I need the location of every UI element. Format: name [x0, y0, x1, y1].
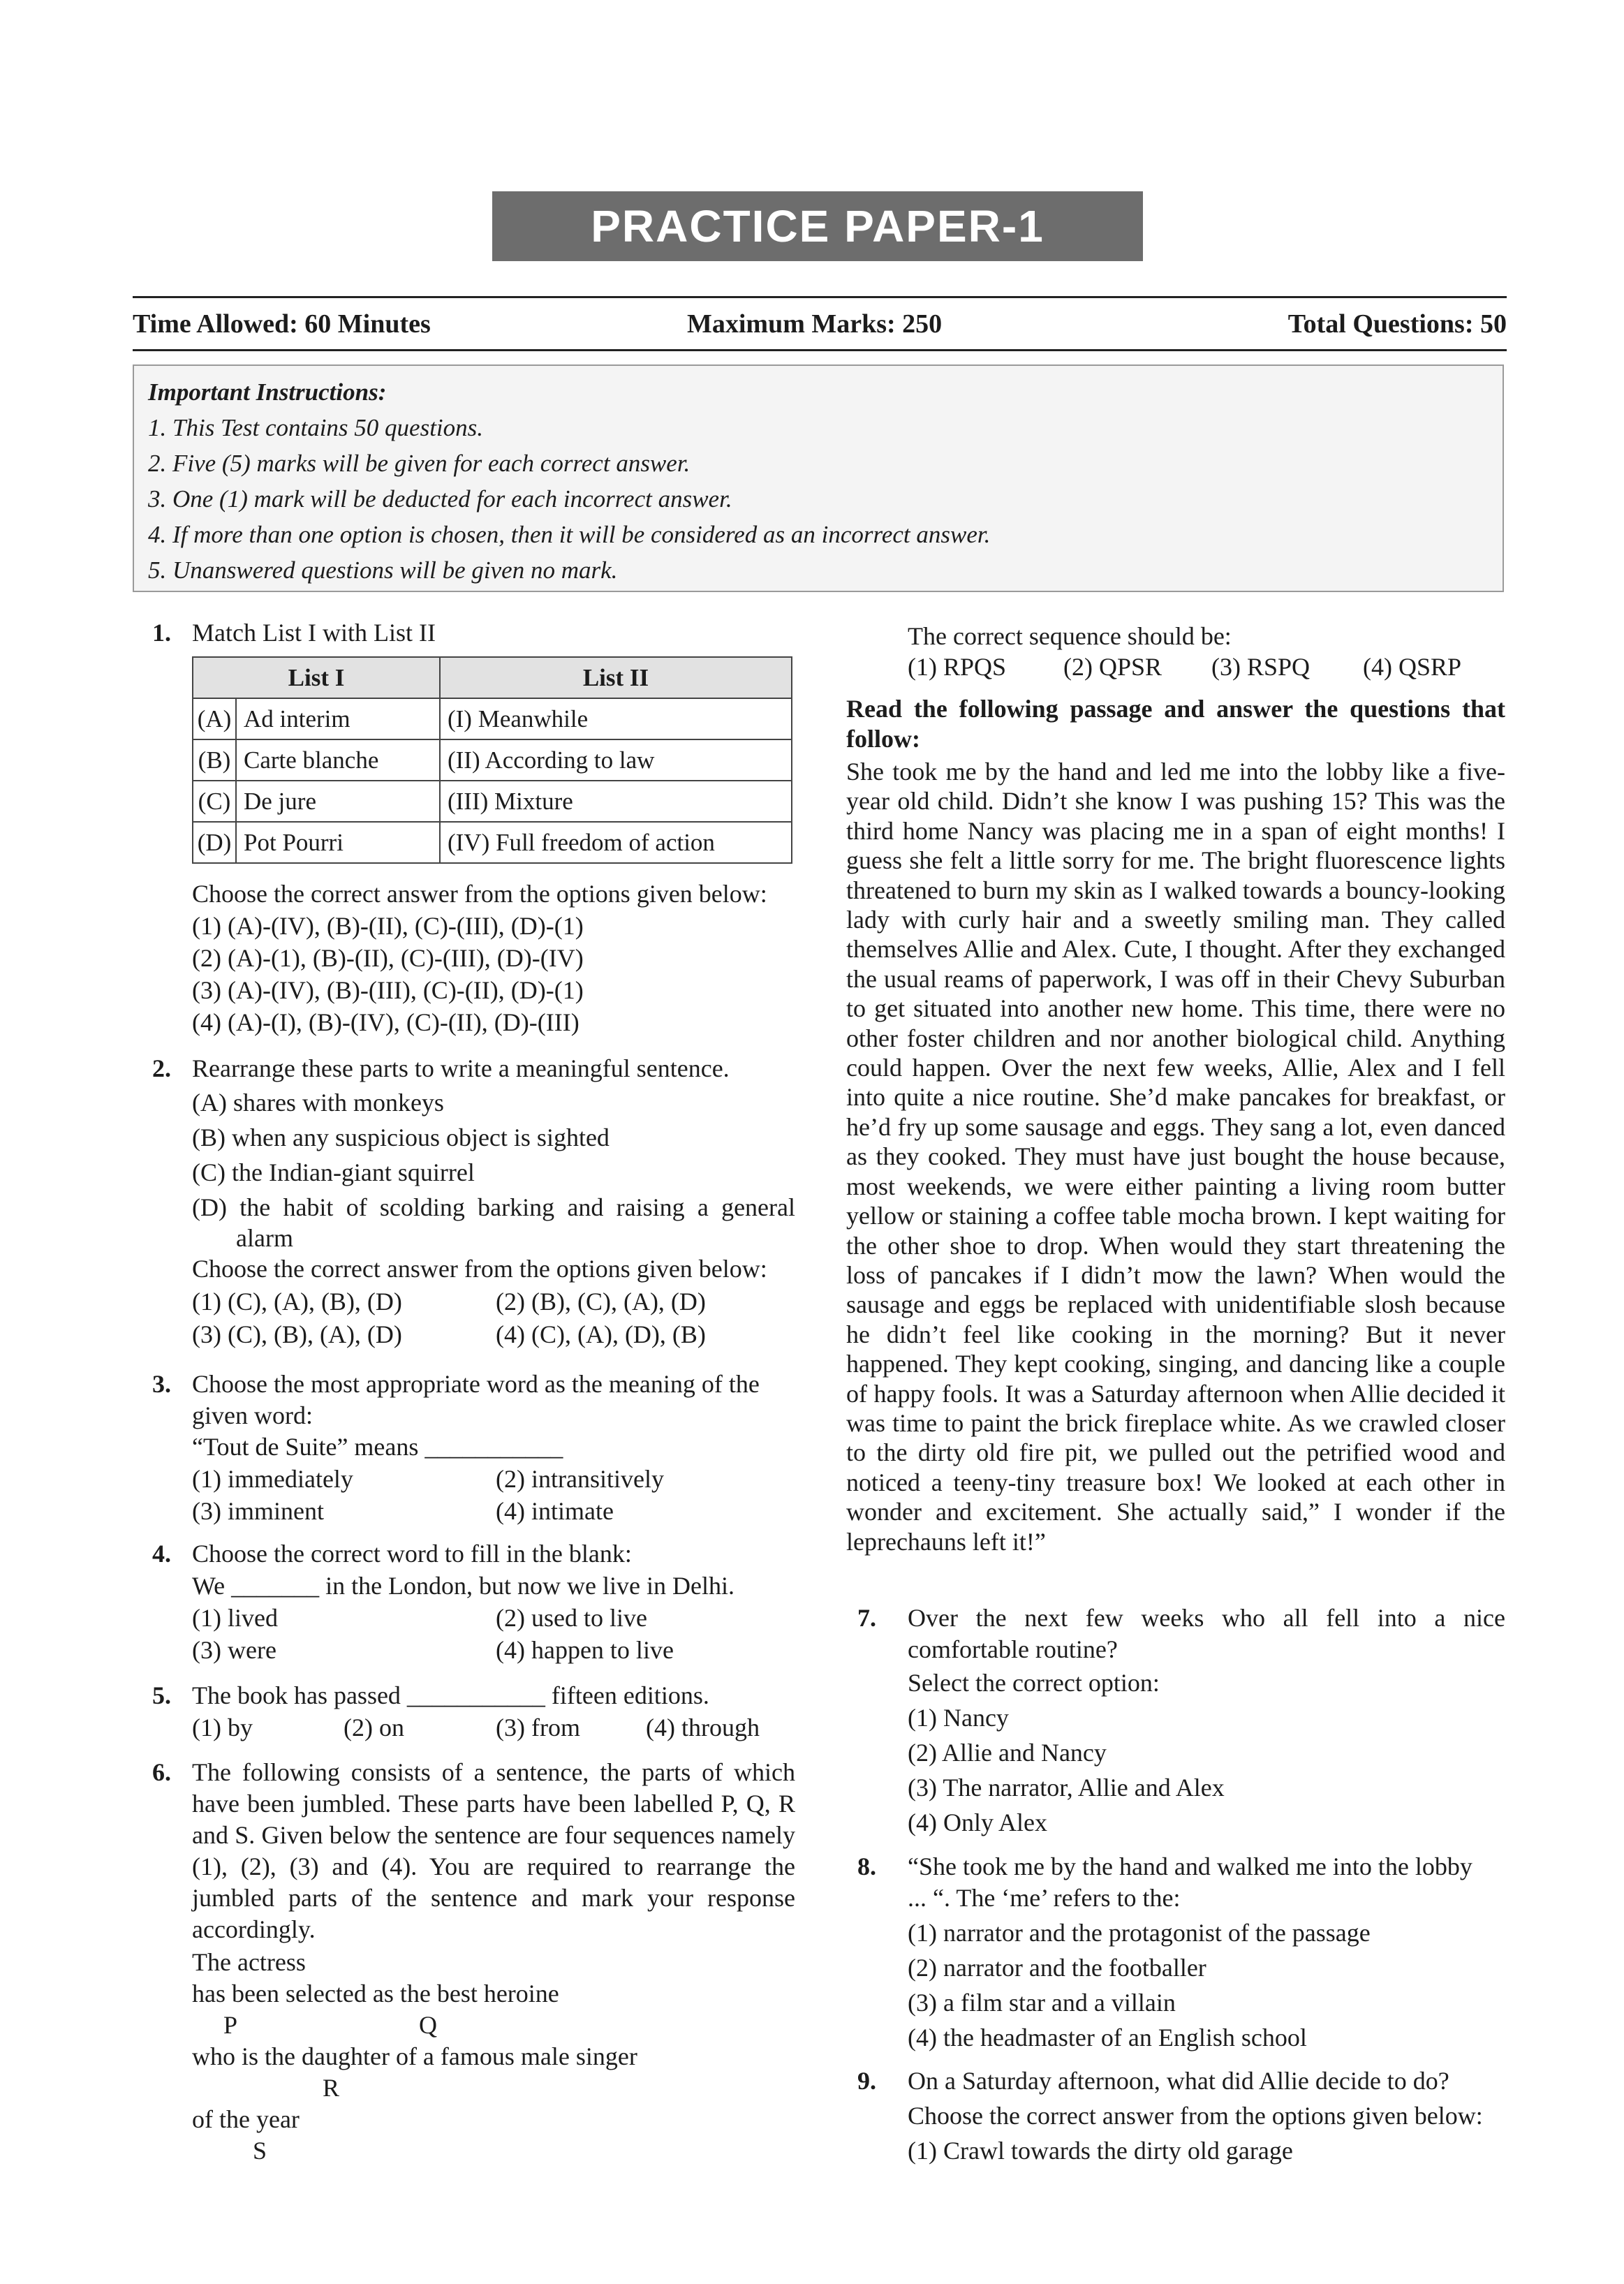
question-number: 5.: [152, 1681, 171, 1709]
question-text: We _______ in the London, but now we live in Delhi.: [192, 1572, 735, 1600]
maximum-marks: Maximum Marks: 250: [687, 309, 943, 339]
instruction-item: 5. Unanswered questions will be given no mark.: [148, 557, 618, 584]
answer-option: (4) QSRP: [1363, 653, 1462, 681]
answer-option: (1) Nancy: [908, 1704, 1009, 1732]
question-number: 7.: [857, 1604, 876, 1632]
page-title: PRACTICE PAPER-1: [492, 191, 1143, 261]
question-number: 4.: [152, 1540, 171, 1568]
part-label-p: P: [223, 2011, 238, 2039]
question-text: ... “. The ‘me’ refers to the:: [908, 1884, 1181, 1912]
list-i-item: De jure: [236, 781, 440, 822]
header-rule-bottom: [133, 349, 1507, 351]
answer-option: (1) Crawl towards the dirty old garage: [908, 2137, 1293, 2165]
table-row: [193, 739, 792, 781]
answer-option: (3) (A)-(IV), (B)-(III), (C)-(II), (D)-(1): [192, 976, 584, 1004]
question-number: 2.: [152, 1054, 171, 1082]
question-text: Choose the correct word to fill in the blank:: [192, 1540, 632, 1568]
sentence-lead: The actress: [192, 1948, 306, 1976]
sentence-part: has been selected as the best heroine: [192, 1980, 559, 2007]
answer-option: (2) Allie and Nancy: [908, 1739, 1107, 1767]
answer-option: (3) imminent: [192, 1497, 324, 1525]
instruction-item: 1. This Test contains 50 questions.: [148, 414, 484, 441]
instruction-item: 4. If more than one option is chosen, then it will be considered as an incorrect answer.: [148, 521, 991, 548]
time-allowed: Time Allowed: 60 Minutes: [133, 309, 431, 339]
answer-option: (4) happen to live: [496, 1636, 674, 1664]
answer-option: (3) The narrator, Allie and Alex: [908, 1774, 1225, 1802]
sentence-part-continued: alarm: [236, 1224, 293, 1252]
list-i-item: Pot Pourri: [236, 822, 440, 863]
question-text: given word:: [192, 1401, 313, 1429]
answer-option: (3) RSPQ: [1211, 653, 1311, 681]
list-i-header: List I: [193, 657, 440, 698]
list-i-item: Ad interim: [236, 698, 440, 739]
answer-option: (3) a film star and a villain: [908, 1989, 1176, 2017]
answer-option: (4) through: [646, 1714, 760, 1741]
question-number: 3.: [152, 1370, 171, 1398]
answer-option: (4) the headmaster of an English school: [908, 2024, 1307, 2051]
sentence-part: (A) shares with monkeys: [192, 1089, 444, 1117]
question-prompt: Choose the correct answer from the options given below:: [192, 1255, 767, 1283]
match-table: [192, 656, 792, 864]
question-number: 9.: [857, 2067, 876, 2095]
list-ii-item: (III) Mixture: [440, 781, 792, 822]
row-tag: (D): [193, 822, 236, 863]
sentence-part: (C) the Indian-giant squirrel: [192, 1158, 475, 1186]
sentence-part: (D) the habit of scolding barking and raising a general: [192, 1193, 795, 1221]
list-ii-item: (II) According to law: [440, 739, 792, 781]
table-row: [193, 781, 792, 822]
answer-option: (3) (C), (B), (A), (D): [192, 1320, 402, 1348]
instructions-box: [133, 364, 1504, 592]
question-number: 6.: [152, 1758, 171, 1786]
sequence-prompt: The correct sequence should be:: [908, 622, 1232, 650]
question-text: Choose the most appropriate word as the meaning of the: [192, 1370, 760, 1398]
answer-option: (3) were: [192, 1636, 276, 1664]
passage-heading: Read the following passage and answer the questions that follow:: [846, 695, 1505, 753]
answer-option: (3) from: [496, 1714, 580, 1741]
question-number: 8.: [857, 1852, 876, 1880]
question-text: The book has passed ___________ fifteen editions.: [192, 1681, 709, 1709]
total-questions: Total Questions: 50: [1287, 309, 1507, 339]
answer-option: (1) RPQS: [908, 653, 1007, 681]
sentence-part: who is the daughter of a famous male singer: [192, 2042, 637, 2070]
reading-passage: She took me by the hand and led me into the lobby like a five-year old child. Didn’t she know I was pushing 15? This was the third home Nancy was placing me in a span of eight months! I guess she felt a little sorry for me. The bright fluorescence lights threatened to burn my skin as I walked towards a bouncy-looking lady with curly hair and a sweetly smiling man. They called themselves Allie and Alex. Cute, I thought. After they exchanged the usual reams of paperwork, I was off in their Chevy Suburban to get situated into another new home. This time, there were no other foster children and nor another biological child. Anything could happen. Over the next few weeks, Allie, Alex and I fell into quite a nice routine. She’d make pancakes for breakfast, or he’d fry up some sausage and eggs. They sang a lot, even danced as they cooked. They must have just bought the house because, most weekends, we were either painting a living room butter yellow or staining a coffee table mocha brown. I kept waiting for the other shoe to drop. When would they start threatening the loss of pancakes if I didn’t mow the lawn? When would the sausage and eggs be replaced with unidentifiable slosh because he didn’t feel like cooking in the morning? But it never happened. They kept cooking, singing, and dancing like a couple of happy fools. It was a Saturday afternoon when Allie decided it was time to paint the brick fireplace white. As we crawled closer to the dirty old fire pit, we pulled out the petrified wood and noticed a teeny-tiny treasure box! We looked at each other in wonder and excitement. She actually said,” I wonder if the leprechauns left it!”: [846, 758, 1505, 1556]
answer-option: (4) Only Alex: [908, 1808, 1047, 1836]
part-label-s: S: [253, 2137, 267, 2165]
question-prompt: Choose the correct answer from the options given below:: [908, 2102, 1483, 2130]
question-text: comfortable routine?: [908, 1635, 1118, 1663]
answer-option: (2) narrator and the footballer: [908, 1954, 1206, 1982]
answer-option: (1) (C), (A), (B), (D): [192, 1288, 402, 1316]
answer-option: (2) intransitively: [496, 1465, 664, 1493]
table-row: [193, 822, 792, 863]
sentence-part: (B) when any suspicious object is sighted: [192, 1123, 610, 1151]
answer-option: (1) by: [192, 1714, 253, 1741]
answer-option: (1) lived: [192, 1604, 278, 1632]
row-tag: (B): [193, 739, 236, 781]
part-label-r: R: [323, 2074, 340, 2102]
exam-meta-row: [133, 304, 1507, 346]
answer-option: (2) (A)-(1), (B)-(II), (C)-(III), (D)-(IV): [192, 944, 584, 972]
answer-option: (4) intimate: [496, 1497, 614, 1525]
answer-option: (4) (C), (A), (D), (B): [496, 1320, 706, 1348]
answer-option: (2) on: [344, 1714, 404, 1741]
answer-option: (2) used to live: [496, 1604, 647, 1632]
answer-option: (2) (B), (C), (A), (D): [496, 1288, 706, 1316]
list-i-item: Carte blanche: [236, 739, 440, 781]
question-number: 1.: [152, 619, 171, 647]
question-text: On a Saturday afternoon, what did Allie decide to do?: [908, 2067, 1449, 2095]
instructions-heading: Important Instructions:: [148, 378, 387, 406]
answer-option: (1) immediately: [192, 1465, 353, 1493]
answer-option: (1) narrator and the protagonist of the passage: [908, 1919, 1371, 1947]
question-text: Over the next few weeks who all fell into a nice: [908, 1604, 1505, 1632]
question-text: Rearrange these parts to write a meaningful sentence.: [192, 1054, 730, 1082]
list-ii-item: (I) Meanwhile: [440, 698, 792, 739]
question-text: Match List I with List II: [192, 619, 436, 647]
instruction-item: 3. One (1) mark will be deducted for each incorrect answer.: [148, 485, 732, 513]
sentence-part: of the year: [192, 2105, 300, 2133]
row-tag: (A): [193, 698, 236, 739]
list-ii-item: (IV) Full freedom of action: [440, 822, 792, 863]
table-header-row: [193, 657, 792, 698]
instruction-item: 2. Five (5) marks will be given for each correct answer.: [148, 450, 691, 477]
answer-option: (4) (A)-(I), (B)-(IV), (C)-(II), (D)-(III): [192, 1008, 580, 1036]
question-text: “She took me by the hand and walked me into the lobby: [908, 1852, 1472, 1880]
question-text: “Tout de Suite” means ___________: [192, 1433, 563, 1461]
list-ii-header: List II: [440, 657, 792, 698]
question-prompt: Choose the correct answer from the options given below:: [192, 880, 767, 908]
header-rule-top: [133, 296, 1507, 298]
row-tag: (C): [193, 781, 236, 822]
table-row: [193, 698, 792, 739]
question-prompt: Select the correct option:: [908, 1669, 1160, 1697]
answer-option: (1) (A)-(IV), (B)-(II), (C)-(III), (D)-(1): [192, 912, 584, 940]
answer-option: (2) QPSR: [1063, 653, 1162, 681]
part-label-q: Q: [419, 2011, 437, 2039]
question-text: The following consists of a sentence, the parts of which have been jumbled. These parts have been labelled P, Q, R and S. Given below the sentence are four sequences namely (1), (2), (3) and (4). You are required to rearrange the jumbled parts of the sentence and mark your response accordingly.: [192, 1758, 795, 1943]
